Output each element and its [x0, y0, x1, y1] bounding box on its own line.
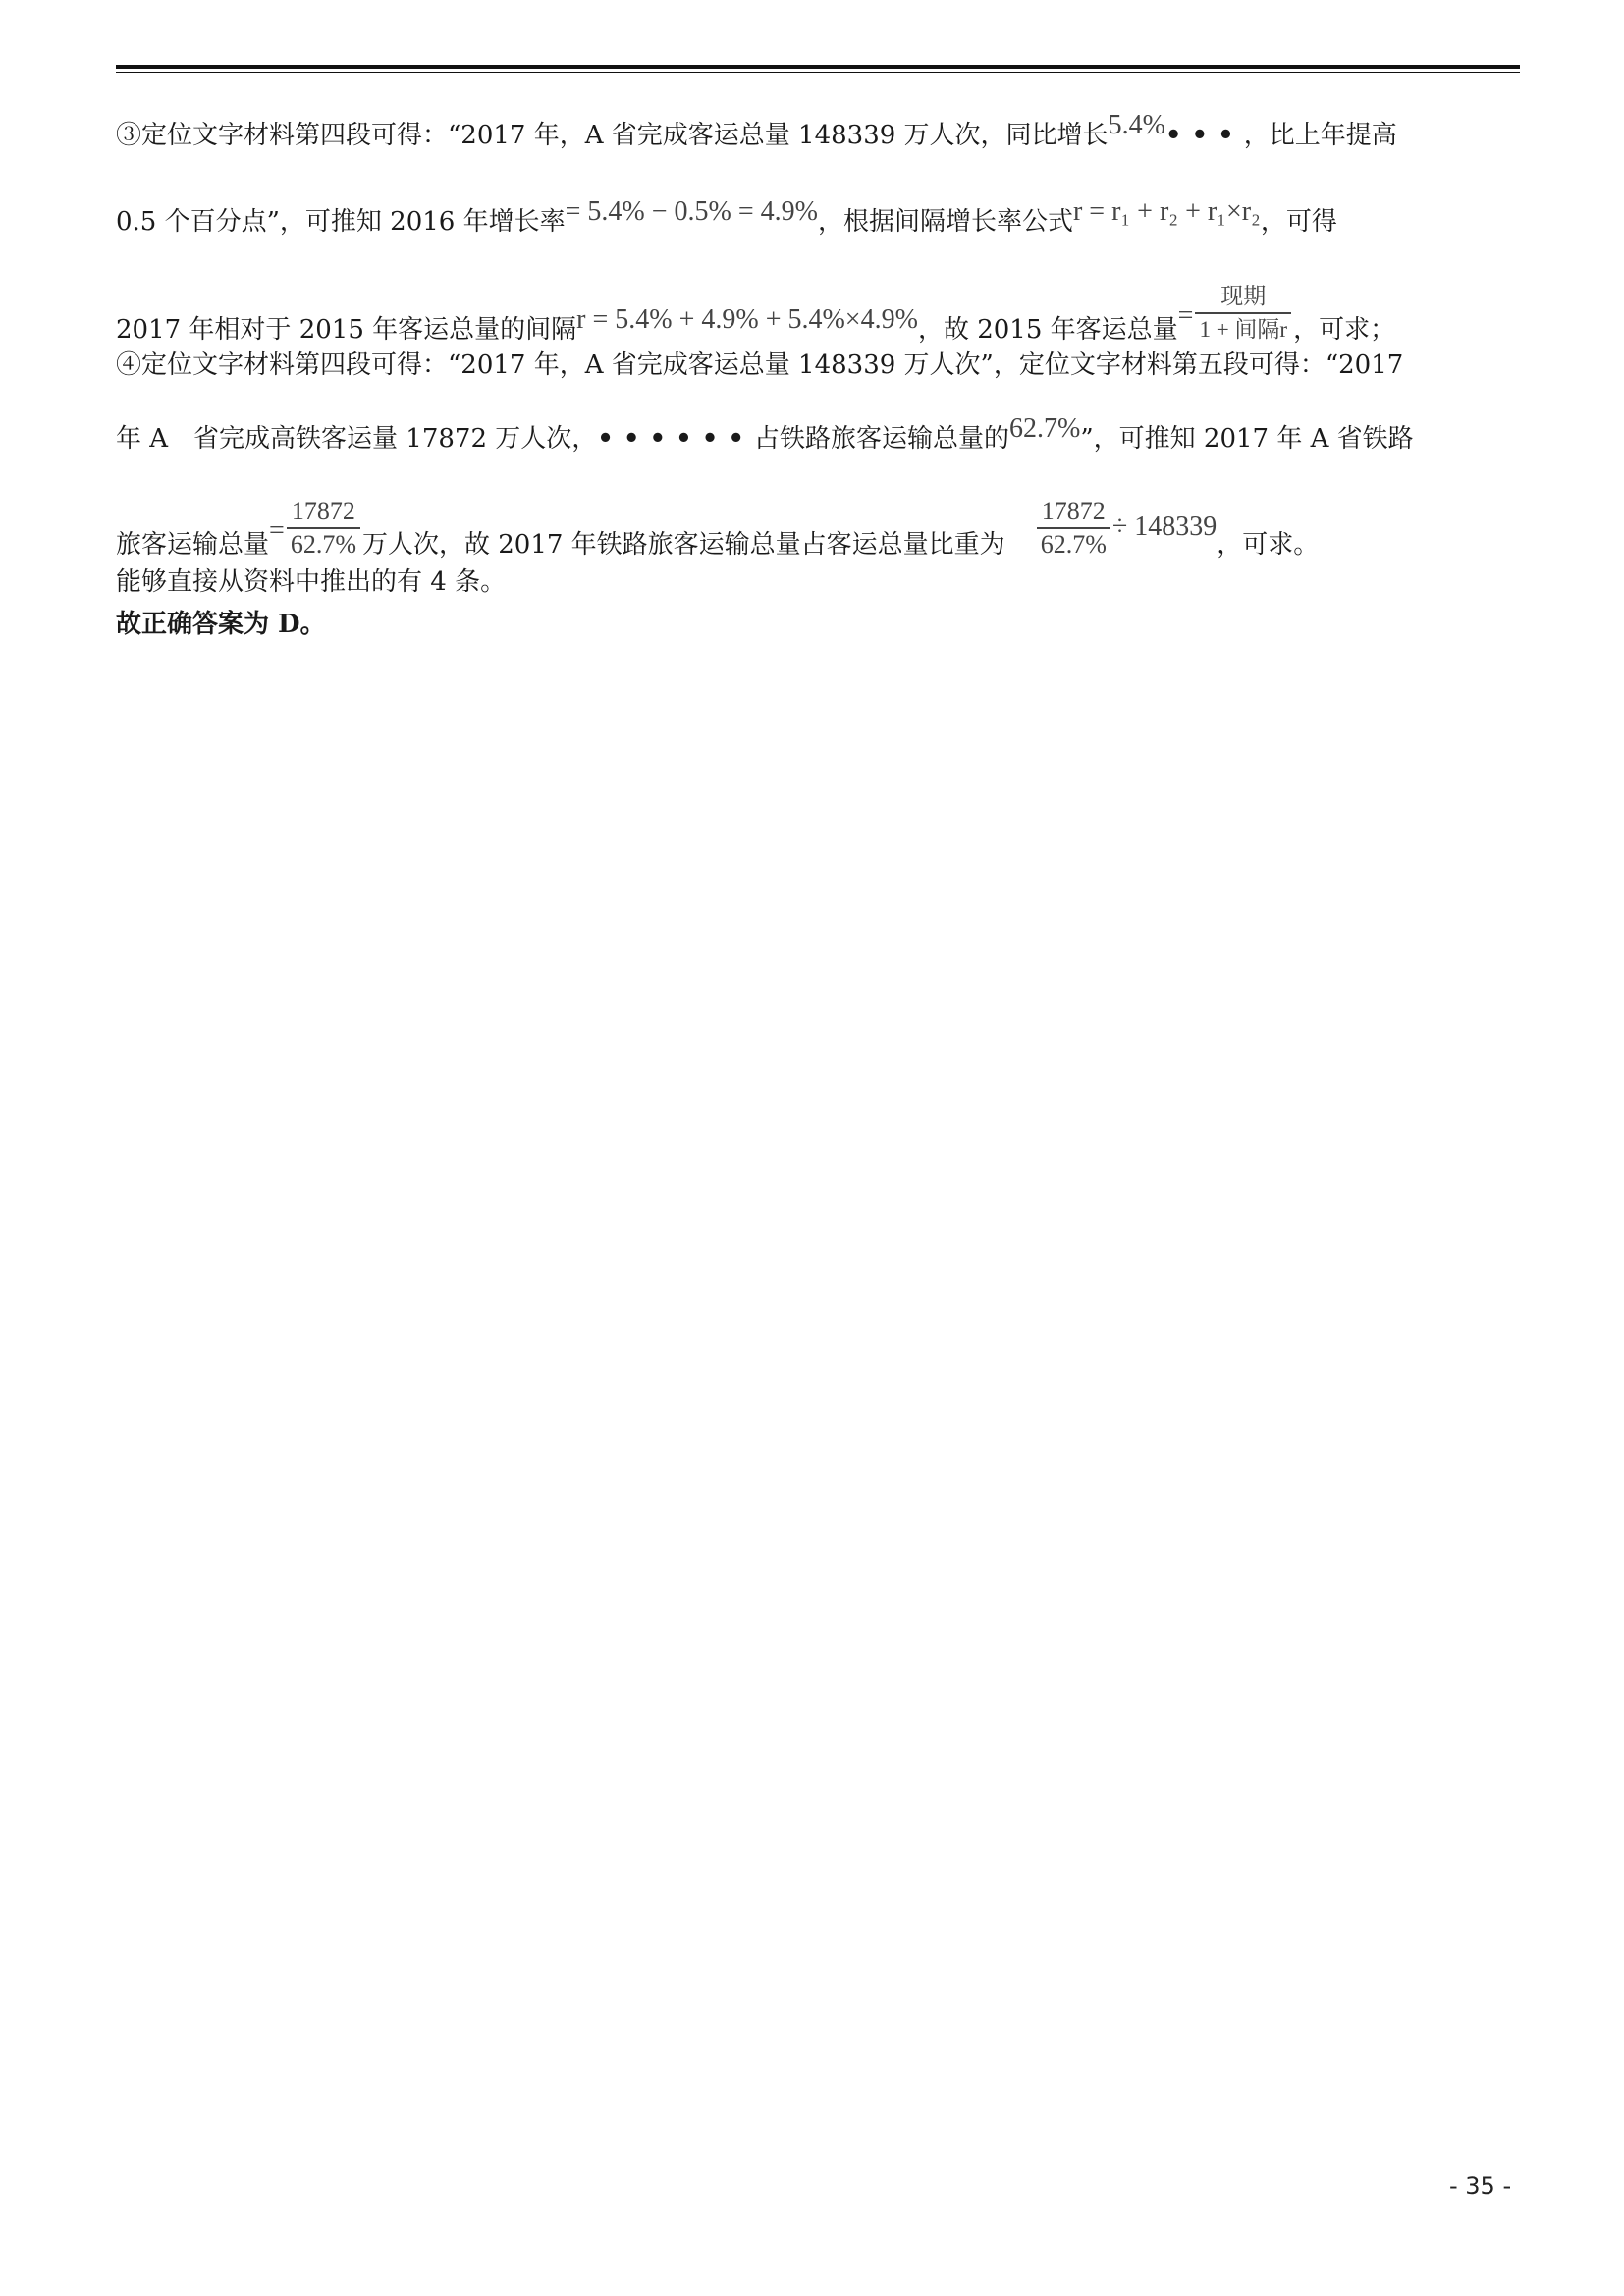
- ellipsis-dots: •••: [1164, 121, 1244, 150]
- fraction-denominator: 1 + 间隔r: [1199, 317, 1288, 342]
- math-interval-rate: r = 5.4% + 4.9% + 5.4%×4.9%: [576, 304, 918, 335]
- math-fraction-base-period: [1195, 283, 1291, 344]
- text: ，可求；: [1293, 315, 1396, 345]
- summary-text: 能够直接从资料中推出的有 4 条。: [116, 567, 507, 597]
- text: ，故 2015 年客运总量: [917, 315, 1178, 345]
- answer-text: 故正确答案为 D。: [116, 610, 326, 639]
- math-equals: =: [1177, 300, 1194, 331]
- text: 占铁路旅客运输总量的: [754, 424, 1010, 454]
- summary-line: [116, 565, 1522, 599]
- text: ，比上年提高: [1243, 121, 1397, 150]
- text: ④定位文字材料第四段可得：“2017 年，A 省完成客运总量 148339 万人次”，定位文字材料第五段可得：“2017: [116, 350, 1404, 380]
- math-fraction-rail-ratio: [1037, 498, 1110, 559]
- fraction-denominator: 62.7%: [1040, 530, 1107, 559]
- text: ”，可推知 2017 年 A 省铁路: [1080, 424, 1414, 454]
- fraction-denominator: 62.7%: [290, 530, 356, 559]
- text: 旅客运输总量: [116, 530, 270, 560]
- fraction-numerator: 现期: [1195, 283, 1291, 314]
- math-interval-formula: r = r₁ + r₂ + r₁×r₂: [1072, 196, 1261, 227]
- math-divide-total: ÷ 148339: [1111, 511, 1218, 542]
- paragraph-4-line-2: [116, 413, 1522, 455]
- text: ，根据间隔增长率公式: [817, 207, 1073, 237]
- math-share: 62.7%: [1009, 413, 1081, 444]
- text: ，可求。: [1217, 530, 1320, 560]
- text: 万人次，故 2017 年铁路旅客运输总量占客运总量比重为: [361, 530, 1005, 560]
- paragraph-3-line-1: [116, 110, 1522, 152]
- math-equals: =: [269, 515, 285, 546]
- text: 年 A 省完成高铁客运量 17872 万人次，: [116, 424, 598, 454]
- math-growth-rate: 5.4%: [1108, 110, 1165, 140]
- page-number: - 35 -: [1449, 2172, 1512, 2200]
- math-2016-rate: = 5.4% − 0.5% = 4.9%: [565, 196, 818, 227]
- ellipsis-dots: ••••••: [597, 424, 754, 454]
- text: ③定位文字材料第四段可得：“2017 年，A 省完成客运总量 148339 万人次，同比增长: [116, 121, 1109, 150]
- text: ，可得: [1260, 207, 1337, 237]
- header-rule: [116, 65, 1520, 74]
- paragraph-4-line-1: [116, 348, 1522, 382]
- math-fraction-rail-total: [287, 498, 360, 559]
- paragraph-3-line-2: [116, 196, 1522, 239]
- fraction-numerator: 17872: [287, 498, 360, 529]
- answer-line: [116, 608, 1522, 641]
- text: 0.5 个百分点”，可推知 2016 年增长率: [116, 207, 566, 237]
- fraction-numerator: 17872: [1037, 498, 1110, 529]
- text: 2017 年相对于 2015 年客运总量的间隔: [116, 315, 577, 345]
